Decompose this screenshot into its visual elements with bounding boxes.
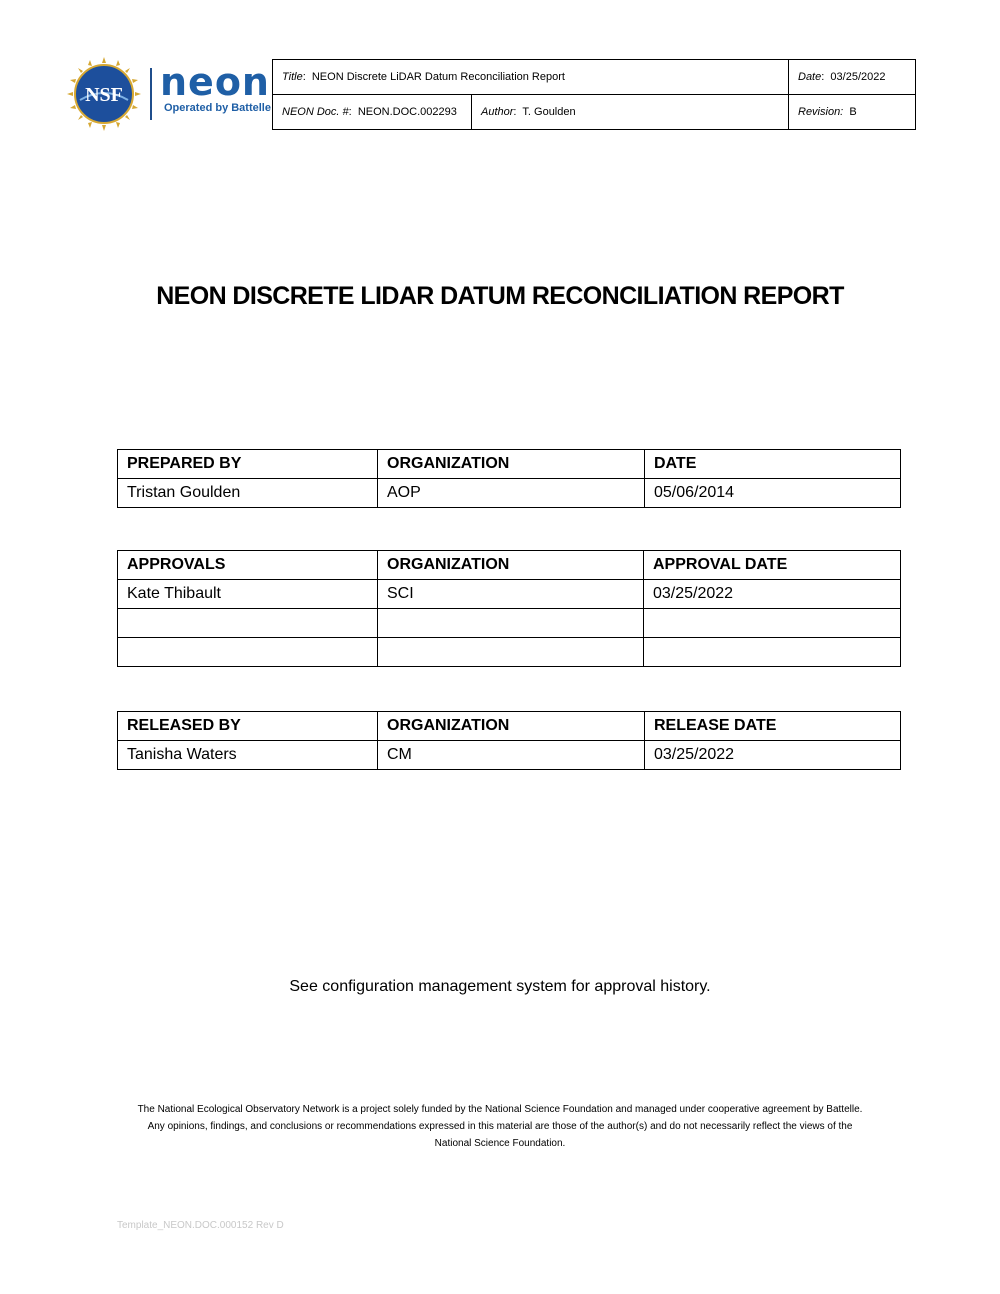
header-cell: ORGANIZATION [378,712,645,741]
header-cell: ORGANIZATION [378,551,644,580]
header-cell: APPROVALS [118,551,378,580]
header-revision-value: B [849,106,857,118]
table-header-row [118,551,901,580]
logo-divider [150,68,152,120]
approver-organization [378,638,644,667]
header-cell: APPROVAL DATE [644,551,901,580]
header-doc-number: NEON.DOC.002293 [357,106,457,118]
header-cell: RELEASE DATE [645,712,901,741]
header-cell: PREPARED BY [118,450,378,479]
disclaimer-line: National Science Foundation. [434,1138,566,1149]
approval-date: 03/25/2022 [644,580,901,609]
approver-name [118,609,378,638]
revision-cell: Revision: B [789,95,916,130]
title-cell: Title: NEON Discrete LiDAR Datum Reconciliation Report [273,60,789,95]
funding-disclaimer [100,1101,900,1152]
approver-organization [378,609,644,638]
approver-organization: SCI [378,580,644,609]
date-cell: Date: 03/25/2022 [789,60,916,95]
disclaimer-line: The National Ecological Observatory Network is a project solely funded by the National Science Foundation and managed under cooperative agreement by Battelle. [137,1104,863,1115]
header-cell: RELEASED BY [118,712,378,741]
template-identifier: Template_NEON.DOC.000152 Rev D [117,1220,284,1231]
header-title-value: NEON Discrete LiDAR Datum Reconciliation Report [311,71,565,83]
neon-wordmark: neon [160,60,270,104]
configuration-note: See configuration management system for approval history. [289,978,711,995]
prepared-by-table [117,449,901,508]
approver-name: Kate Thibault [118,580,378,609]
document-title: NEON DISCRETE LIDAR DATUM RECONCILIATION REPORT [156,282,844,310]
table-row [118,638,901,667]
nsf-seal-icon [66,56,142,132]
approval-date [644,638,901,667]
disclaimer-line: Any opinions, findings, and conclusions or recommendations expressed in this material are those of the author(s) and do not necessarily reflect the views of the [147,1121,853,1132]
approval-date [644,609,901,638]
header-cell: ORGANIZATION [378,450,645,479]
prepared-date: 05/06/2014 [645,479,901,508]
author-cell: Author: T. Goulden [472,95,789,130]
neon-tagline: Operated by Battelle [164,102,271,114]
header-author-value: T. Goulden [522,106,576,118]
release-date: 03/25/2022 [645,741,901,770]
neon-logo [66,56,272,132]
table-row [118,609,901,638]
approvals-table [117,550,901,667]
nsf-seal-text: NSF [85,84,123,106]
preparer-organization: AOP [378,479,645,508]
table-header-row [118,450,901,479]
releaser-organization: CM [378,741,645,770]
preparer-name: Tristan Goulden [118,479,378,508]
table-row [118,741,901,770]
doc-number-cell: NEON Doc. #: NEON.DOC.002293 [273,95,472,130]
table-header-row [118,712,901,741]
table-row [118,580,901,609]
header-cell: DATE [645,450,901,479]
released-by-table [117,711,901,770]
document-header-table [272,59,916,130]
approver-name [118,638,378,667]
table-row [118,479,901,508]
header-date-value: 03/25/2022 [830,71,886,83]
releaser-name: Tanisha Waters [118,741,378,770]
